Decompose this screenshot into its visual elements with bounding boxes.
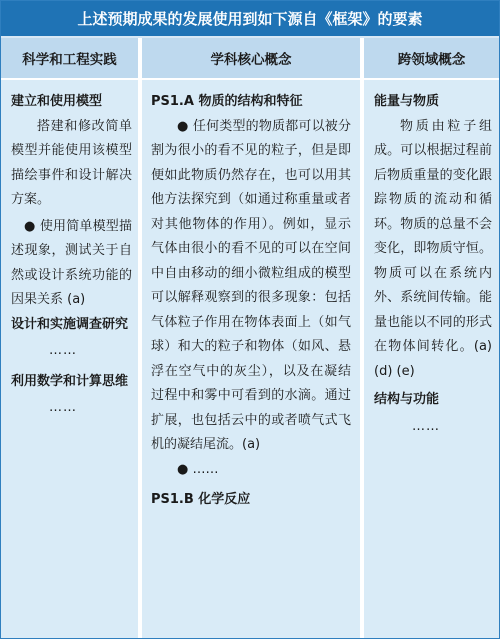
- column-header-crosscutting: 跨领域概念: [364, 38, 499, 80]
- bullet-item: [151, 458, 351, 483]
- column-body-crosscutting: [364, 80, 499, 439]
- section-title: 建立和使用模型: [11, 94, 103, 109]
- section-text: 物质由粒子组成。可以根据过程前后物质重量的变化跟踪物质的流动和循环。物质的总量不会变化，即物质守恒。物质可以在系统内外、系统间传输。能量也能以不同的形式在物体间转化。(a) (d) (e): [374, 118, 492, 379]
- section-title: 能量与物质: [374, 94, 440, 109]
- section-title: PS1.B 化学反应: [151, 492, 251, 507]
- section-title: PS1.A 物质的结构和特征: [151, 94, 303, 109]
- ellipsis: ……: [49, 400, 77, 415]
- ellipsis: ……: [192, 461, 219, 477]
- bullet-icon: ●: [177, 118, 189, 134]
- column-crosscutting: [364, 38, 499, 638]
- column-body-core-ideas: [142, 80, 360, 513]
- ellipsis: ……: [49, 343, 77, 358]
- column-header-practices: 科学和工程实践: [1, 38, 138, 80]
- column-header-core-ideas: 学科核心概念: [142, 38, 360, 80]
- bullet-icon: ●: [177, 461, 189, 477]
- section-text: 搭建和修改简单模型并能使用该模型描绘事件和设计解决方案。: [11, 118, 132, 207]
- bullet-icon: ●: [24, 218, 36, 234]
- section-title: 利用数学和计算思维: [11, 373, 129, 389]
- bullet-item: [11, 215, 132, 313]
- ellipsis: ……: [412, 418, 440, 434]
- bullet-text: 任何类型的物质都可以被分割为很小的看不见的粒子，但是即便如此物质仍然存在，也可以用其他方法探究到（如通过称重量或者对其他物体的作用）。例如，显示气体由很小的看不见的可以在空间中自由移动的细小微粒组成的模型可以解释观察到的很多现象：包括气体粒子作用在物体表面上（如气球）和大的粒子和物体（如风、悬浮在空气中的灰尘），以及在凝结过程中和雾中可看到的水滴。通过扩展，也包括云中的或者喷气式飞机的凝结尾流。(a): [151, 118, 351, 452]
- column-core-ideas: [142, 38, 360, 638]
- table-columns: [1, 38, 499, 638]
- column-body-practices: [1, 80, 138, 421]
- table-title: 上述预期成果的发展使用到如下源自《框架》的要素: [1, 1, 499, 36]
- bullet-text: 使用简单模型描述现象，测试关于自然或设计系统功能的因果关系 (a): [11, 218, 132, 307]
- bullet-item: [151, 115, 351, 458]
- section-title: 设计和实施调查研究: [11, 316, 129, 332]
- section-title: 结构与功能: [374, 392, 440, 407]
- column-practices: [1, 38, 138, 638]
